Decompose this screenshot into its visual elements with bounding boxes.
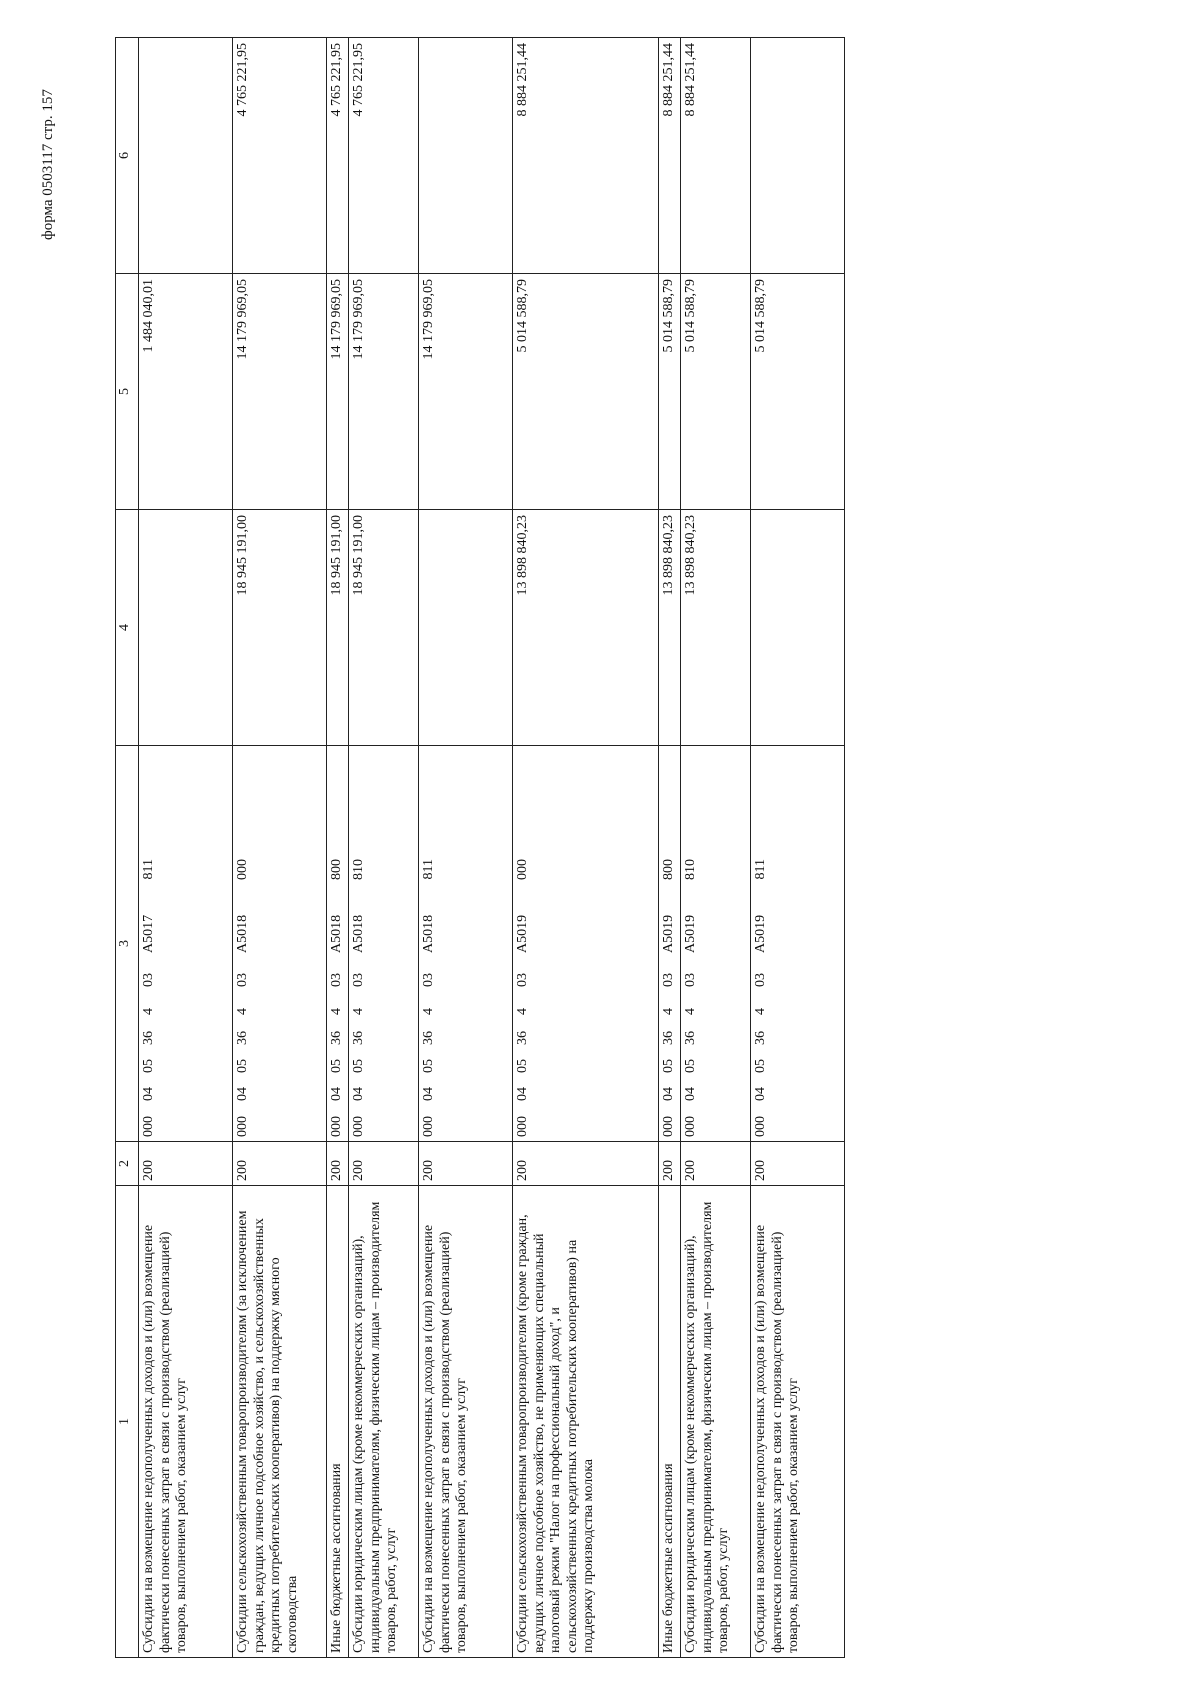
code-segment: 000 bbox=[141, 1116, 156, 1137]
code-segment: 810 bbox=[351, 859, 366, 880]
column-number: 4 bbox=[116, 510, 139, 746]
table-row bbox=[751, 38, 845, 1658]
code-segment: 36 bbox=[515, 1031, 530, 1045]
code-segment: A5018 bbox=[235, 914, 250, 953]
code-segment: A5018 bbox=[329, 914, 344, 953]
unexecuted-amount: 8 884 251,44 bbox=[513, 38, 659, 274]
code-segment: 03 bbox=[683, 973, 698, 987]
code-segment: 36 bbox=[141, 1031, 156, 1045]
indicator-name: Субсидии сельскохозяйственным товаропроизводителям (за исключением граждан, ведущих личное подсобное хозяйство, и сельскохозяйственных кредитных потребительских кооперативов) на поддержку мясного скотоводства bbox=[233, 1186, 327, 1658]
code-segment: 000 bbox=[329, 1116, 344, 1137]
code-segment: 811 bbox=[753, 859, 768, 880]
code-segment: 04 bbox=[683, 1087, 698, 1101]
code-segment: 05 bbox=[351, 1059, 366, 1073]
code-segment: 04 bbox=[141, 1087, 156, 1101]
indicator-name: Субсидии юридическим лицам (кроме некоммерческих организаций), индивидуальным предпринимателям, физическим лицам – производителям товаров, работ, услуг bbox=[681, 1186, 751, 1658]
code-segment: 05 bbox=[753, 1059, 768, 1073]
code-segment: 03 bbox=[351, 973, 366, 987]
line-code: 200 bbox=[327, 1142, 349, 1186]
code-segment: 000 bbox=[235, 1116, 250, 1137]
indicator-name: Иные бюджетные ассигнования bbox=[327, 1186, 349, 1658]
code-segment: 05 bbox=[235, 1059, 250, 1073]
executed-amount: 5 014 588,79 bbox=[659, 274, 681, 510]
column-number: 1 bbox=[116, 1186, 139, 1658]
column-number: 5 bbox=[116, 274, 139, 510]
code-segment: 05 bbox=[661, 1059, 676, 1073]
executed-amount: 14 179 969,05 bbox=[349, 274, 419, 510]
code-segment: 000 bbox=[661, 1116, 676, 1137]
code-segment: 4 bbox=[351, 1008, 366, 1015]
code-segment: 36 bbox=[351, 1031, 366, 1045]
line-code: 200 bbox=[233, 1142, 327, 1186]
indicator-name: Субсидии юридическим лицам (кроме некоммерческих организаций), индивидуальным предпринимателям, физическим лицам – производителям товаров, работ, услуг bbox=[349, 1186, 419, 1658]
approved-amount bbox=[751, 510, 845, 746]
code-segment: 36 bbox=[329, 1031, 344, 1045]
unexecuted-amount bbox=[751, 38, 845, 274]
approved-amount bbox=[139, 510, 233, 746]
code-segment: 04 bbox=[329, 1087, 344, 1101]
approved-amount: 18 945 191,00 bbox=[327, 510, 349, 746]
executed-amount: 14 179 969,05 bbox=[327, 274, 349, 510]
column-number-row bbox=[116, 38, 139, 1658]
column-number: 3 bbox=[116, 746, 139, 1142]
code-segment: 36 bbox=[421, 1031, 436, 1045]
code-segment: 05 bbox=[515, 1059, 530, 1073]
indicator-name: Субсидии сельскохозяйственным товаропроизводителям (кроме граждан, ведущих личное подсобное хозяйство, не применяющих специальный налоговый режим "Налог на профессиональный доход", и сельскохозяйственных кредитных потребительских кооперативов) на поддержку производства молока bbox=[513, 1186, 659, 1658]
executed-amount: 14 179 969,05 bbox=[233, 274, 327, 510]
unexecuted-amount: 4 765 221,95 bbox=[327, 38, 349, 274]
code-segment: 03 bbox=[141, 973, 156, 987]
code-segment: 811 bbox=[421, 859, 436, 880]
code-segment: A5019 bbox=[515, 914, 530, 953]
line-code: 200 bbox=[751, 1142, 845, 1186]
table-row bbox=[233, 38, 327, 1658]
code-segment: 36 bbox=[683, 1031, 698, 1045]
table-row bbox=[139, 38, 233, 1658]
table-row bbox=[659, 38, 681, 1658]
code-segment: A5018 bbox=[351, 914, 366, 953]
code-segment: 03 bbox=[753, 973, 768, 987]
code-segment: 03 bbox=[515, 973, 530, 987]
budget-classification-code bbox=[513, 746, 659, 1142]
unexecuted-amount: 4 765 221,95 bbox=[233, 38, 327, 274]
code-segment: 4 bbox=[421, 1008, 436, 1015]
budget-classification-code bbox=[233, 746, 327, 1142]
indicator-name: Субсидии на возмещение недополученных доходов и (или) возмещение фактически понесенных затрат в связи с производством (реализацией) товаров, выполнением работ, оказанием услуг bbox=[419, 1186, 513, 1658]
code-segment: A5019 bbox=[683, 914, 698, 953]
budget-classification-code bbox=[659, 746, 681, 1142]
column-number: 6 bbox=[116, 38, 139, 274]
executed-amount: 5 014 588,79 bbox=[513, 274, 659, 510]
code-segment: 05 bbox=[421, 1059, 436, 1073]
code-segment: 03 bbox=[421, 973, 436, 987]
code-segment: A5019 bbox=[661, 914, 676, 953]
code-segment: 36 bbox=[661, 1031, 676, 1045]
table-row bbox=[419, 38, 513, 1658]
code-segment: 4 bbox=[683, 1008, 698, 1015]
line-code: 200 bbox=[139, 1142, 233, 1186]
indicator-name: Иные бюджетные ассигнования bbox=[659, 1186, 681, 1658]
code-segment: 04 bbox=[351, 1087, 366, 1101]
code-segment: 05 bbox=[329, 1059, 344, 1073]
unexecuted-amount bbox=[419, 38, 513, 274]
code-segment: 36 bbox=[235, 1031, 250, 1045]
form-page-label: форма 0503117 стр. 157 bbox=[40, 89, 56, 240]
executed-amount: 14 179 969,05 bbox=[419, 274, 513, 510]
table-row bbox=[349, 38, 419, 1658]
code-segment: A5018 bbox=[421, 914, 436, 953]
code-segment: 4 bbox=[661, 1008, 676, 1015]
code-segment: 03 bbox=[661, 973, 676, 987]
code-segment: 04 bbox=[753, 1087, 768, 1101]
budget-classification-code bbox=[139, 746, 233, 1142]
indicator-name: Субсидии на возмещение недополученных доходов и (или) возмещение фактически понесенных затрат в связи с производством (реализацией) товаров, выполнением работ, оказанием услуг bbox=[751, 1186, 845, 1658]
line-code: 200 bbox=[349, 1142, 419, 1186]
code-segment: 04 bbox=[235, 1087, 250, 1101]
column-number: 2 bbox=[116, 1142, 139, 1186]
approved-amount: 18 945 191,00 bbox=[233, 510, 327, 746]
code-segment: 4 bbox=[515, 1008, 530, 1015]
code-segment: 811 bbox=[141, 859, 156, 880]
line-code: 200 bbox=[513, 1142, 659, 1186]
executed-amount: 5 014 588,79 bbox=[681, 274, 751, 510]
budget-classification-code bbox=[349, 746, 419, 1142]
code-segment: 810 bbox=[683, 859, 698, 880]
unexecuted-amount: 4 765 221,95 bbox=[349, 38, 419, 274]
approved-amount: 13 898 840,23 bbox=[659, 510, 681, 746]
code-segment: 800 bbox=[661, 859, 676, 880]
code-segment: 4 bbox=[235, 1008, 250, 1015]
code-segment: 04 bbox=[421, 1087, 436, 1101]
approved-amount: 18 945 191,00 bbox=[349, 510, 419, 746]
code-segment: 4 bbox=[141, 1008, 156, 1015]
executed-amount: 5 014 588,79 bbox=[751, 274, 845, 510]
line-code: 200 bbox=[659, 1142, 681, 1186]
code-segment: 04 bbox=[515, 1087, 530, 1101]
code-segment: 4 bbox=[753, 1008, 768, 1015]
code-segment: 04 bbox=[661, 1087, 676, 1101]
code-segment: 000 bbox=[235, 859, 250, 880]
code-segment: 000 bbox=[351, 1116, 366, 1137]
code-segment: 000 bbox=[421, 1116, 436, 1137]
table-row bbox=[513, 38, 659, 1658]
code-segment: A5017 bbox=[141, 914, 156, 953]
executed-amount: 1 484 040,01 bbox=[139, 274, 233, 510]
code-segment: 03 bbox=[235, 973, 250, 987]
line-code: 200 bbox=[681, 1142, 751, 1186]
code-segment: 000 bbox=[753, 1116, 768, 1137]
budget-classification-code bbox=[681, 746, 751, 1142]
budget-classification-code bbox=[327, 746, 349, 1142]
budget-classification-code bbox=[751, 746, 845, 1142]
code-segment: 800 bbox=[329, 859, 344, 880]
code-segment: 000 bbox=[515, 1116, 530, 1137]
unexecuted-amount: 8 884 251,44 bbox=[659, 38, 681, 274]
indicator-name: Субсидии на возмещение недополученных доходов и (или) возмещение фактически понесенных затрат в связи с производством (реализацией) товаров, выполнением работ, оказанием услуг bbox=[139, 1186, 233, 1658]
unexecuted-amount bbox=[139, 38, 233, 274]
code-segment: 000 bbox=[683, 1116, 698, 1137]
approved-amount bbox=[419, 510, 513, 746]
budget-classification-code bbox=[419, 746, 513, 1142]
code-segment: 03 bbox=[329, 973, 344, 987]
code-segment: 4 bbox=[329, 1008, 344, 1015]
code-segment: 05 bbox=[141, 1059, 156, 1073]
table-row bbox=[681, 38, 751, 1658]
code-segment: A5019 bbox=[753, 914, 768, 953]
code-segment: 05 bbox=[683, 1059, 698, 1073]
code-segment: 36 bbox=[753, 1031, 768, 1045]
approved-amount: 13 898 840,23 bbox=[513, 510, 659, 746]
approved-amount: 13 898 840,23 bbox=[681, 510, 751, 746]
table-row bbox=[327, 38, 349, 1658]
line-code: 200 bbox=[419, 1142, 513, 1186]
code-segment: 000 bbox=[515, 859, 530, 880]
unexecuted-amount: 8 884 251,44 bbox=[681, 38, 751, 274]
budget-execution-table bbox=[115, 37, 845, 1658]
rotated-page bbox=[115, 38, 1035, 1658]
